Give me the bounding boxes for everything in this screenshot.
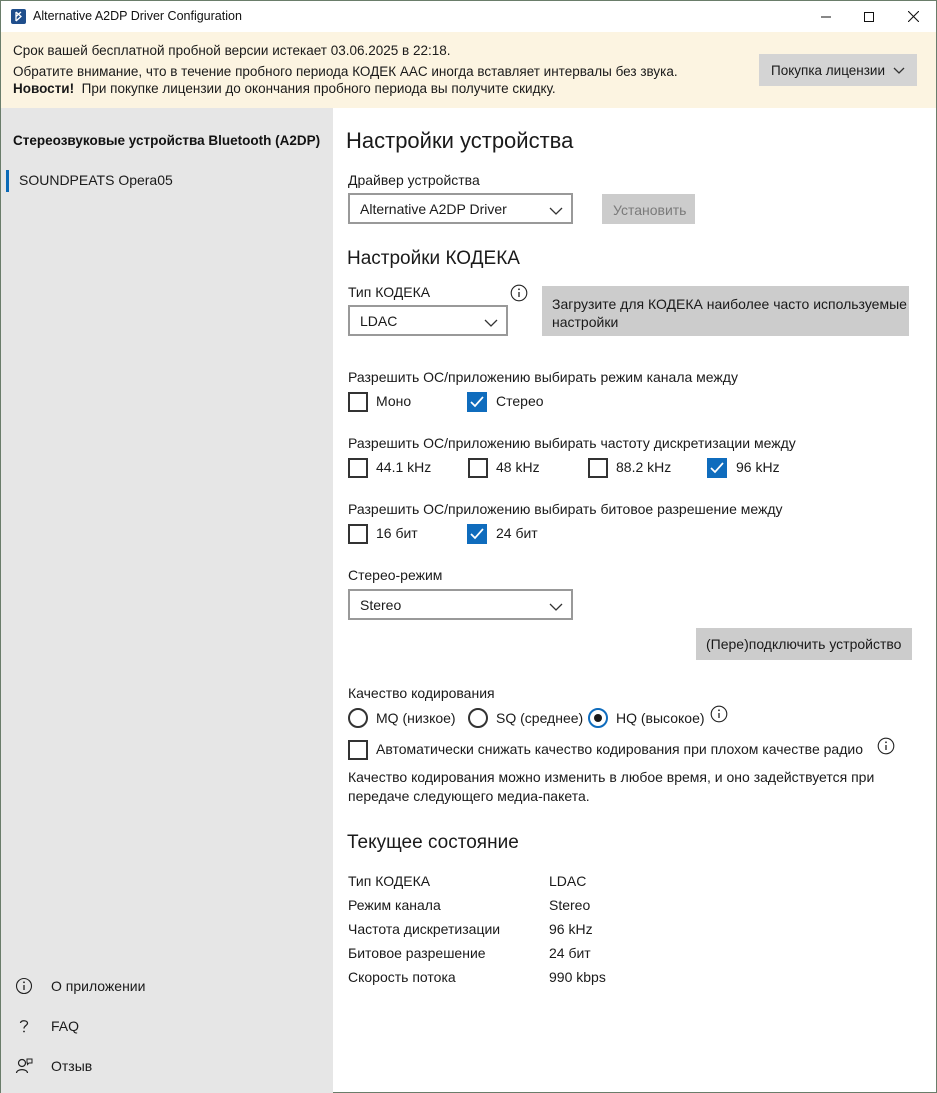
chevron-down-icon [549, 203, 563, 219]
checkmark-icon [470, 528, 484, 540]
mono-checkbox[interactable] [348, 392, 368, 412]
bit-16-label: 16 бит [376, 525, 418, 541]
bit-24-label: 24 бит [496, 525, 538, 541]
state-key: Битовое разрешение [348, 945, 486, 961]
rate-96-checkbox[interactable] [707, 458, 727, 478]
window-title: Alternative A2DP Driver Configuration [33, 9, 242, 23]
news-text: При покупке лицензии до окончания пробного периода вы получите скидку. [81, 81, 556, 96]
title-bar [1, 1, 936, 32]
trial-expiry-text: Срок вашей бесплатной пробной версии истекает 03.06.2025 в 22:18. [13, 43, 451, 58]
mono-label: Моно [376, 393, 412, 409]
stereo-mode-dropdown[interactable] [348, 589, 573, 620]
quality-note-line2: передаче следующего медиа-пакета. [348, 788, 590, 804]
rate-48-checkbox[interactable] [468, 458, 488, 478]
info-icon[interactable] [877, 737, 895, 755]
sidebar-item-device[interactable] [6, 168, 328, 194]
rate-48-label: 48 kHz [496, 459, 540, 475]
auto-reduce-quality-checkbox[interactable] [348, 740, 368, 760]
rate-44-label: 44.1 kHz [376, 459, 432, 475]
state-key: Тип КОДЕКА [348, 873, 431, 889]
app-logo-icon [11, 9, 26, 24]
state-key: Скорость потока [348, 969, 456, 985]
state-value: Stereo [549, 897, 591, 913]
install-button[interactable]: Установить [602, 194, 695, 224]
state-value: 990 kbps [549, 969, 606, 985]
feedback-icon [14, 1056, 34, 1076]
rate-88-checkbox[interactable] [588, 458, 608, 478]
codec-settings-heading: Настройки КОДЕКА [347, 248, 520, 269]
load-defaults-label-line1: Загрузите для КОДЕКА наиболее часто используемые [552, 296, 907, 312]
quality-label: Качество кодирования [348, 685, 495, 701]
info-icon[interactable] [510, 284, 528, 302]
selection-indicator [6, 170, 9, 192]
channel-mode-label: Разрешить ОС/приложению выбирать режим канала между [348, 369, 738, 385]
quality-sq-label: SQ (среднее) [496, 710, 584, 726]
rate-88-label: 88.2 kHz [616, 459, 672, 475]
driver-label: Драйвер устройства [348, 172, 480, 188]
quality-mq-radio[interactable] [348, 708, 368, 728]
maximize-button[interactable] [846, 1, 892, 32]
load-defaults-label-line2: настройки [552, 314, 619, 330]
quality-hq-label: HQ (высокое) [616, 710, 705, 726]
minimize-icon [821, 9, 831, 25]
quality-sq-radio[interactable] [468, 708, 488, 728]
quality-note-line1: Качество кодирования можно изменить в любое время, и оно задействуется при [348, 769, 875, 785]
news-line [13, 81, 556, 96]
question-icon [14, 1016, 34, 1036]
codec-type-label: Тип КОДЕКА [348, 284, 431, 300]
load-codec-defaults-button[interactable] [542, 286, 909, 336]
state-key: Режим канала [348, 897, 441, 913]
stereo-mode-value: Stereo [360, 597, 402, 613]
bit-24-checkbox[interactable] [467, 524, 487, 544]
stereo-checkbox[interactable] [467, 392, 487, 412]
sidebar-link-faq[interactable] [14, 1014, 80, 1038]
reconnect-device-button[interactable]: (Пере)подключить устройство [696, 628, 912, 660]
state-value: 96 kHz [549, 921, 593, 937]
driver-dropdown[interactable] [348, 193, 573, 224]
info-icon[interactable] [710, 705, 728, 723]
sample-rate-label: Разрешить ОС/приложению выбирать частоту дискретизации между [348, 435, 796, 451]
feedback-label: Отзыв [51, 1058, 93, 1074]
close-icon [908, 9, 919, 25]
maximize-icon [864, 9, 874, 25]
buy-license-label: Покупка лицензии [770, 62, 886, 78]
sidebar-link-about[interactable] [14, 974, 146, 998]
checkmark-icon [710, 462, 724, 474]
state-value: LDAC [549, 873, 587, 889]
auto-reduce-quality-label: Автоматически снижать качество кодирования при плохом качестве радио [376, 741, 863, 757]
device-label: SOUNDPEATS Opera05 [19, 172, 173, 188]
quality-hq-radio[interactable] [588, 708, 608, 728]
minimize-button[interactable] [803, 1, 849, 32]
current-state-heading: Текущее состояние [347, 832, 519, 853]
bit-16-checkbox[interactable] [348, 524, 368, 544]
driver-value: Alternative A2DP Driver [360, 201, 507, 217]
stereo-mode-label: Стерео-режим [348, 567, 443, 583]
rate-44-checkbox[interactable] [348, 458, 368, 478]
device-settings-heading: Настройки устройства [346, 128, 574, 153]
codec-type-dropdown[interactable] [348, 305, 508, 336]
quality-mq-label: MQ (низкое) [376, 710, 456, 726]
stereo-label: Стерео [496, 393, 544, 409]
bit-depth-label: Разрешить ОС/приложению выбирать битовое разрешение между [348, 501, 783, 517]
news-label: Новости! [13, 81, 75, 96]
chevron-down-icon [484, 315, 498, 331]
state-key: Частота дискретизации [348, 921, 501, 937]
sidebar-link-feedback[interactable] [14, 1054, 93, 1078]
state-value: 24 бит [549, 945, 591, 961]
chevron-down-icon [549, 599, 563, 615]
buy-license-button[interactable] [759, 54, 917, 86]
close-button[interactable] [890, 1, 936, 32]
sidebar [1, 108, 333, 1093]
sidebar-title: Стереозвуковые устройства Bluetooth (A2DP) [13, 133, 321, 148]
chevron-down-icon [893, 63, 905, 78]
about-label: О приложении [51, 978, 146, 994]
info-icon [14, 976, 34, 996]
checkmark-icon [470, 396, 484, 408]
codec-type-value: LDAC [360, 313, 398, 329]
faq-label: FAQ [51, 1018, 80, 1034]
rate-96-label: 96 kHz [736, 459, 780, 475]
trial-banner [1, 32, 936, 108]
aac-notice-text: Обратите внимание, что в течение пробного периода КОДЕК AAC иногда вставляет интервалы без звука. [13, 64, 678, 79]
